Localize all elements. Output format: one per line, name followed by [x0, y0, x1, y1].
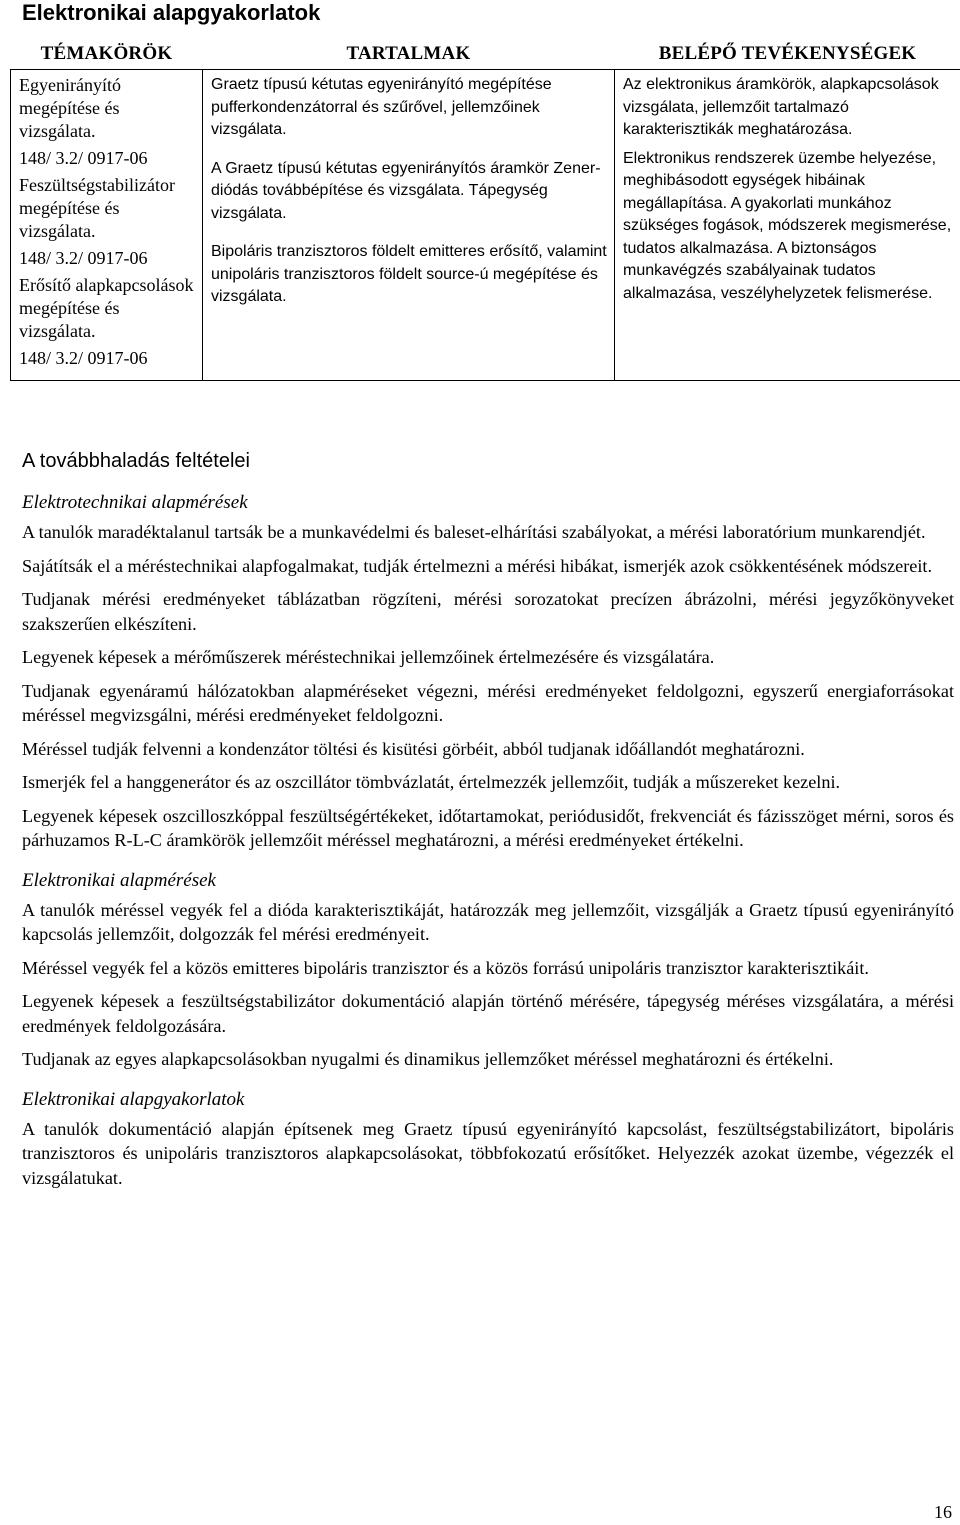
header-topics: TÉMAKÖRÖK — [11, 40, 203, 70]
paragraph: Legyenek képesek a feszültségstabilizátor dokumentáció alapján történő mérésére, tápegység méréses vizsgálatára, a mérési eredmények feldolgozására. — [22, 991, 954, 1036]
progress-conditions — [22, 448, 954, 1199]
progress-heading: A továbbhaladás feltételei — [22, 450, 250, 472]
content-item: Bipoláris tranzisztoros földelt emitteres erősítő, valamint unipoláris tranzisztoros földelt source-ú megépítése és vizsgálata. — [211, 243, 607, 305]
topic-name: Egyenirányító megépítése és vizsgálata. — [19, 75, 121, 141]
topic-item — [19, 174, 196, 270]
topic-code: 148/ 3.2/ 0917-06 — [19, 148, 148, 168]
section-title: Elektronikai alapgyakorlatok — [22, 1088, 245, 1110]
activity-item: Az elektronikus áramkörök, alapkapcsolások vizsgálata, jellemzőit tartalmazó karakterisztikák meghatározása. — [623, 76, 939, 138]
contents-cell — [203, 70, 615, 381]
topic-code: 148/ 3.2/ 0917-06 — [19, 348, 148, 368]
topic-name: Feszültségstabilizátor megépítése és vizsgálata. — [19, 175, 175, 241]
paragraph: Tudjanak mérési eredményeket táblázatban rögzíteni, mérési sorozatokat precízen ábrázolni, mérési jegyzőkönyveket szakszerűen elkészíteni. — [22, 589, 954, 634]
curriculum-table — [10, 40, 960, 381]
topic-item — [19, 74, 196, 170]
paragraph: Méréssel vegyék fel a közös emitteres bipoláris tranzisztor és a közös forrású unipoláris tranzisztor karakterisztikáit. — [22, 957, 869, 978]
paragraph: A tanulók dokumentáció alapján építsenek meg Graetz típusú egyenirányító kapcsolást, feszültségstabilizátort, bipoláris tranzisztoros és unipoláris tranzisztoros alapkapcsolásokat, többfokozatú erősítőket. Helyezzék azokat üzembe, végezzék el vizsgálatukat. — [22, 1118, 954, 1188]
paragraph: Tudjanak az egyes alapkapcsolásokban nyugalmi és dinamikus jellemzőket méréssel meghatározni és értékelni. — [22, 1049, 834, 1069]
header-activities: BELÉPŐ TEVÉKENYSÉGEK — [615, 40, 960, 70]
content-item: A Graetz típusú kétutas egyenirányítós áramkör Zener-diódás továbbépítése és vizsgálata. Tápegység vizsgálata. — [211, 159, 601, 222]
topic-name: Erősítő alapkapcsolások megépítése és vizsgálata. — [19, 275, 194, 341]
paragraph: Legyenek képesek a mérőműszerek méréstechnikai jellemzőinek értelmezésére és vizsgálatára. — [22, 647, 715, 667]
paragraph: Legyenek képesek oszcilloszkóppal feszültségértékeket, időtartamokat, periódusidőt, frekvenciát és fázisszöget mérni, soros és párhuzamos R-L-C áramkörök jellemzőit méréssel meghatározni, a mérési eredményeket értékelni. — [22, 805, 954, 850]
table-header-row — [11, 40, 960, 70]
section-electronic-practice — [22, 1087, 954, 1191]
paragraph: Ismerjék fel a hanggenerátor és az oszcillátor tömbvázlatát, értelmezzék jellemzőit, tudják a műszereket kezelni. — [22, 772, 841, 792]
section-title: Elektronikai alapmérések — [22, 869, 216, 891]
table-row — [11, 70, 960, 381]
topics-cell — [11, 70, 203, 381]
page-number: 16 — [934, 1502, 952, 1522]
section-electrotechnical — [22, 490, 954, 853]
content-item: Graetz típusú kétutas egyenirányító megépítése pufferkondenzátorral és szűrővel, jellemzőinek vizsgálata. — [211, 76, 552, 138]
section-electronic-measurements — [22, 868, 954, 1072]
paragraph: Tudjanak egyenáramú hálózatokban alapméréseket végezni, mérési eredményeket feldolgozni, egyszerű energiaforrásokat méréssel megvizsgálni, mérési eredményeket feldolgozni. — [22, 680, 954, 725]
activity-item: Elektronikus rendszerek üzembe helyezése, meghibásodott egységek hibáinak megállapítása. A gyakorlati munkához szükséges fogások, módszerek megismerése, tudatos alkalmazása. A biztonságos munkavégzés szabályainak tudatos alkalmazása, veszélyhelyzetek felismerése. — [623, 149, 952, 302]
paragraph: A tanulók maradéktalanul tartsák be a munkavédelmi és baleset-elhárítási szabályokat, a mérési laboratórium munkarendjét. — [22, 522, 926, 542]
topic-item — [19, 274, 196, 370]
header-contents: TARTALMAK — [203, 40, 615, 70]
paragraph: A tanulók méréssel vegyék fel a dióda karakterisztikáját, határozzák meg jellemzőit, vizsgálják a Graetz típusú egyenirányító kapcsolás jellemzőit, dolgozzák fel mérési eredményeit. — [22, 899, 954, 944]
paragraph: Sajátítsák el a méréstechnikai alapfogalmakat, tudják értelmezni a mérési hibákat, ismerjék azok csökkentésének módszereit. — [22, 555, 933, 576]
page-title: Elektronikai alapgyakorlatok — [22, 0, 321, 25]
paragraph: Méréssel tudják felvenni a kondenzátor töltési és kisütési görbéit, abból tudjanak időállandót meghatározni. — [22, 738, 805, 759]
activities-cell — [615, 70, 960, 381]
section-title: Elektrotechnikai alapmérések — [22, 492, 248, 513]
topic-code: 148/ 3.2/ 0917-06 — [19, 248, 148, 268]
